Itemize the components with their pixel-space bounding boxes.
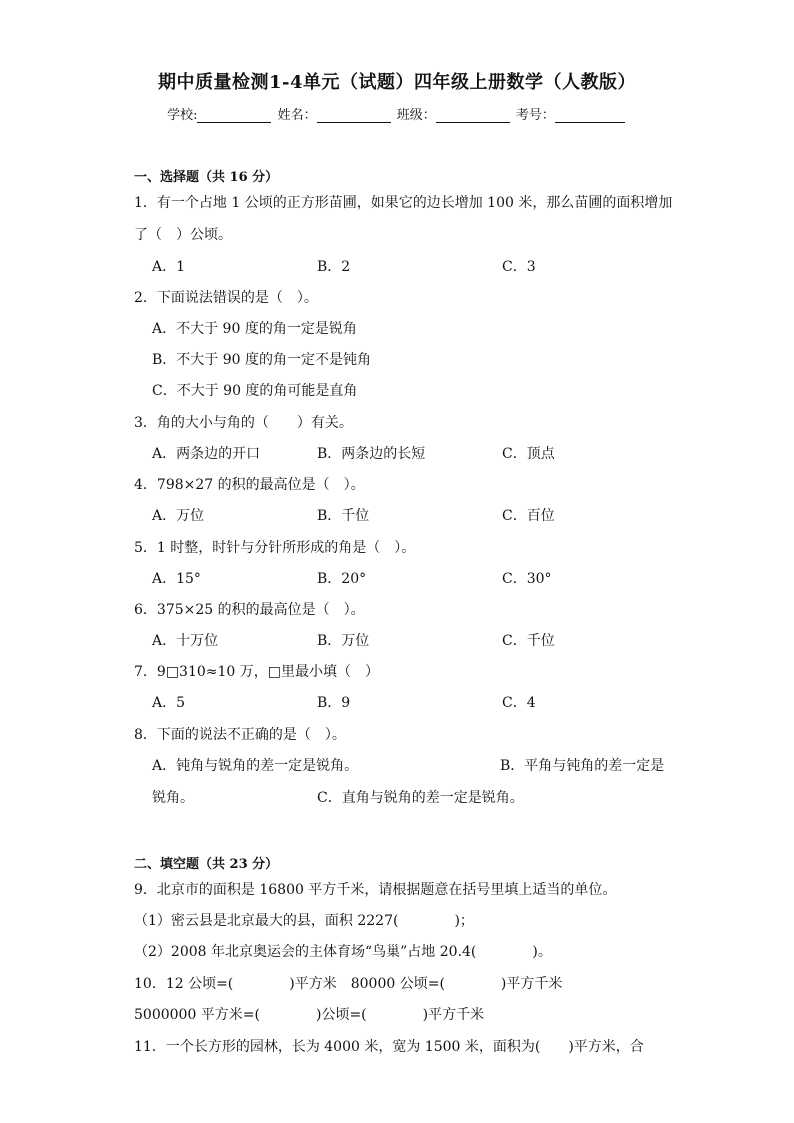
question-5-option-a[interactable]: A．15° [152, 571, 201, 587]
name-blank[interactable] [317, 108, 391, 123]
question-6-text: 6．375×25 的积的最高位是（ ）。 [134, 602, 365, 618]
question-3-option-a[interactable]: A．两条边的开口 [152, 446, 261, 462]
class-label: 班级： [396, 108, 436, 123]
question-3-text: 3．角的大小与角的（ ）有关。 [134, 415, 353, 431]
question-6-option-c[interactable]: C．千位 [502, 633, 555, 649]
question-5-option-c[interactable]: C．30° [502, 571, 552, 587]
number-label: 考号： [515, 108, 555, 123]
question-2-text: 2．下面说法错误的是（ ）。 [134, 290, 318, 306]
school-label: 学校: [167, 108, 198, 123]
question-4-option-a[interactable]: A．万位 [152, 508, 205, 524]
question-4-option-c[interactable]: C．百位 [502, 508, 555, 524]
class-blank[interactable] [436, 108, 510, 123]
question-2-option-c[interactable]: C．不大于 90 度的角可能是直角 [152, 383, 358, 399]
question-1-option-c[interactable]: C．3 [502, 259, 536, 275]
number-blank[interactable] [555, 108, 625, 123]
section-heading-fill: 二、填空题（共 23 分） [134, 857, 279, 872]
question-9-sub-1: （1）密云县是北京最大的县，面积 2227( )； [134, 913, 474, 929]
question-4-text: 4．798×27 的积的最高位是（ ）。 [134, 477, 365, 493]
question-7-text: 7．9□310≈10 万，□里最小填（ ） [134, 664, 379, 680]
student-info-row [0, 104, 794, 123]
question-7-option-a[interactable]: A．5 [152, 695, 186, 711]
school-blank[interactable] [197, 108, 271, 123]
question-4-option-b[interactable]: B．千位 [317, 508, 370, 524]
question-10-text-cont: 5000000 平方米=( )公顷=( )平方千米 [134, 1007, 485, 1023]
question-3-option-c[interactable]: C．顶点 [502, 446, 555, 462]
question-1-option-a[interactable]: A．1 [152, 259, 186, 275]
question-2-option-b[interactable]: B．不大于 90 度的角一定不是钝角 [152, 352, 372, 368]
question-2-option-a[interactable]: A．不大于 90 度的角一定是锐角 [152, 321, 357, 337]
question-1-option-b[interactable]: B．2 [317, 259, 351, 275]
question-7-option-b[interactable]: B．9 [317, 695, 351, 711]
question-6-option-a[interactable]: A．十万位 [152, 633, 219, 649]
question-1-text-cont: 了（ ）公顷。 [134, 227, 232, 243]
question-8-option-b[interactable]: B．平角与钝角的差一定是 [500, 758, 665, 774]
question-5-text: 5．1 时整，时针与分针所形成的角是（ ）。 [134, 540, 416, 556]
question-1-text: 1．有一个占地 1 公顷的正方形苗圃，如果它的边长增加 100 米，那么苗圃的面积增加 [134, 195, 673, 211]
question-6-option-b[interactable]: B．万位 [317, 633, 370, 649]
question-10-text: 10．12 公顷=( )平方米 80000 公顷=( )平方千米 [134, 976, 563, 992]
question-9-text: 9．北京市的面积是 16800 平方千米，请根据题意在括号里填上适当的单位。 [134, 882, 617, 898]
question-11-text: 11．一个长方形的园林，长为 4000 米，宽为 1500 米，面积为( )平方米，合 [134, 1039, 644, 1055]
page-title: 期中质量检测1-4单元（试题）四年级上册数学（人教版） [157, 72, 637, 93]
question-3-option-b[interactable]: B．两条边的长短 [317, 446, 426, 462]
question-8-option-a[interactable]: A．钝角与锐角的差一定是锐角。 [152, 758, 359, 774]
question-8-option-b-cont: 锐角。 [152, 790, 194, 806]
question-8-option-c[interactable]: C．直角与锐角的差一定是锐角。 [317, 790, 524, 806]
question-9-sub-2: （2）2008 年北京奥运会的主体育场“鸟巢”占地 20.4( )。 [134, 944, 552, 960]
question-7-option-c[interactable]: C．4 [502, 695, 536, 711]
question-8-text: 8．下面的说法不正确的是（ ）。 [134, 727, 346, 743]
section-heading-choice: 一、选择题（共 16 分） [134, 170, 279, 185]
name-label: 姓名： [277, 108, 317, 123]
question-5-option-b[interactable]: B．20° [317, 571, 367, 587]
